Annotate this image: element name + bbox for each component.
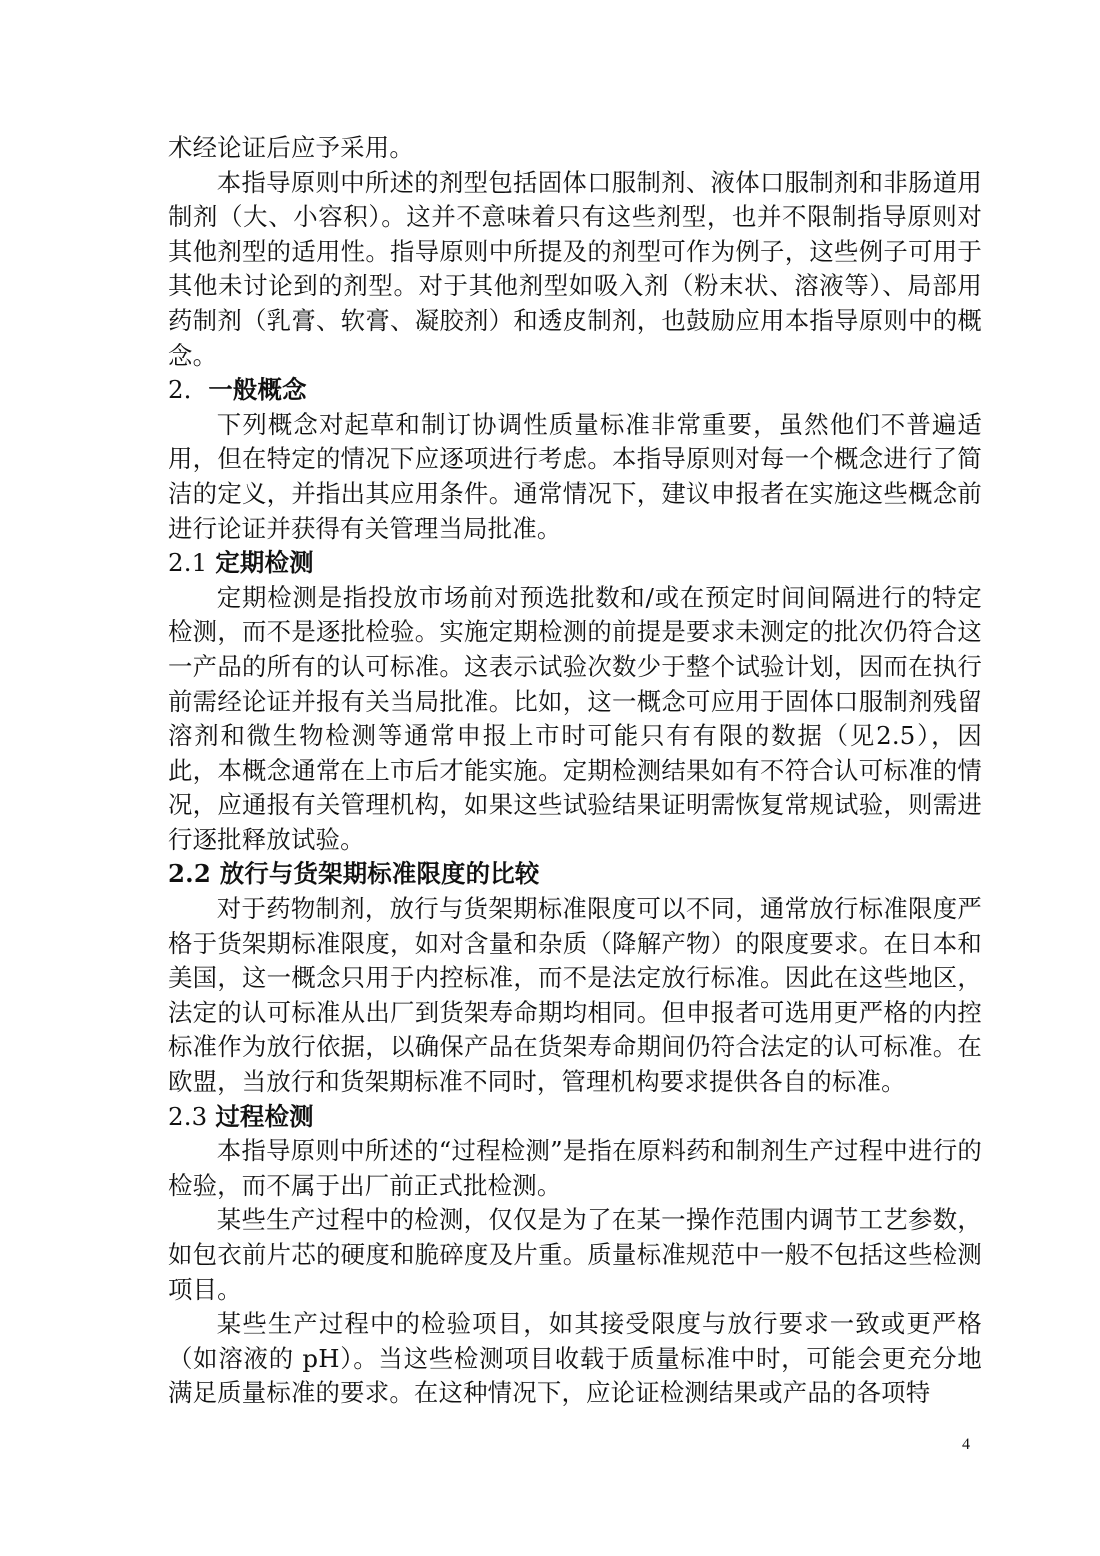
heading-number: 2.3 [168, 1101, 216, 1131]
heading-title: 放行与货架期标准限度的比较 [219, 859, 540, 889]
heading-release-vs-shelf-life [168, 857, 982, 892]
heading-number: 2.1 [168, 548, 216, 578]
heading-title: 一般概念 [208, 375, 307, 405]
page-number: 4 [962, 1436, 970, 1453]
heading-periodic-testing [168, 546, 982, 581]
paragraph-in-process-acceptance: 某些生产过程中的检验项目，如其接受限度与放行要求一致或更严格（如溶液的 pH）。当这些检测项目收载于质量标准中时，可能会更充分地满足质量标准的要求。在这种情况下，应论证检测结果或产品的各项特 [168, 1309, 982, 1408]
page-content [168, 131, 982, 1411]
paragraph-dosage-forms: 本指导原则中所述的剂型包括固体口服制剂、液体口服制剂和非肠道用制剂（大、小容积）。这并不意味着只有这些剂型，也并不限制指导原则对其他剂型的适用性。指导原则中所提及的剂型可作为例子，这些例子可用于其他未讨论到的剂型。对于其他剂型如吸入剂（粉末状、溶液等）、局部用药制剂（乳膏、软膏、凝胶剂）和透皮制剂，也鼓励应用本指导原则中的概念。 [168, 167, 982, 370]
paragraph-in-process-definition: 本指导原则中所述的“过程检测”是指在原料药和制剂生产过程中进行的检验，而不属于出厂前正式批检测。 [168, 1136, 982, 1200]
paragraph-release-vs-shelf-life: 对于药物制剂，放行与货架期标准限度可以不同，通常放行标准限度严格于货架期标准限度，如对含量和杂质（降解产物）的限度要求。在日本和美国，这一概念只用于内控标准，而不是法定放行标准。因此在这些地区，法定的认可标准从出厂到货架寿命期均相同。但申报者可选用更严格的内控标准作为放行依据，以确保产品在货架寿命期间仍符合法定的认可标准。在欧盟，当放行和货架期标准不同时，管理机构要求提供各自的标准。 [168, 894, 982, 1097]
paragraph-in-process-adjustment: 某些生产过程中的检测，仅仅是为了在某一操作范围内调节工艺参数，如包衣前片芯的硬度和脆碎度及片重。质量标准规范中一般不包括这些检测项目。 [168, 1205, 982, 1304]
heading-title: 过程检测 [215, 1101, 314, 1131]
heading-number: 2． [168, 375, 209, 405]
heading-title: 定期检测 [215, 548, 314, 578]
paragraph-periodic-testing: 定期检测是指投放市场前对预选批数和/或在预定时间间隔进行的特定检测，而不是逐批检验。实施定期检测的前提是要求未测定的批次仍符合这一产品的所有的认可标准。这表示试验次数少于整个试验计划，因而在执行前需经论证并报有关当局批准。比如，这一概念可应用于固体口服制剂残留溶剂和微生物检测等通常申报上市时可能只有有限的数据（见2.5），因此，本概念通常在上市后才能实施。定期检测结果如有不符合认可标准的情况，应通报有关管理机构，如果这些试验结果证明需恢复常规试验，则需进行逐批释放试验。 [168, 582, 982, 854]
heading-general-concepts [168, 373, 982, 408]
paragraph-general-concepts: 下列概念对起草和制订协调性质量标准非常重要，虽然他们不普遍适用，但在特定的情况下应逐项进行考虑。本指导原则对每一个概念进行了简洁的定义，并指出其应用条件。通常情况下，建议申报者在实施这些概念前进行论证并获得有关管理当局批准。 [168, 409, 982, 543]
heading-number: 2.2 [168, 859, 220, 889]
paragraph-continuation: 术经论证后应予采用。 [168, 133, 414, 162]
heading-in-process-tests [168, 1100, 982, 1135]
